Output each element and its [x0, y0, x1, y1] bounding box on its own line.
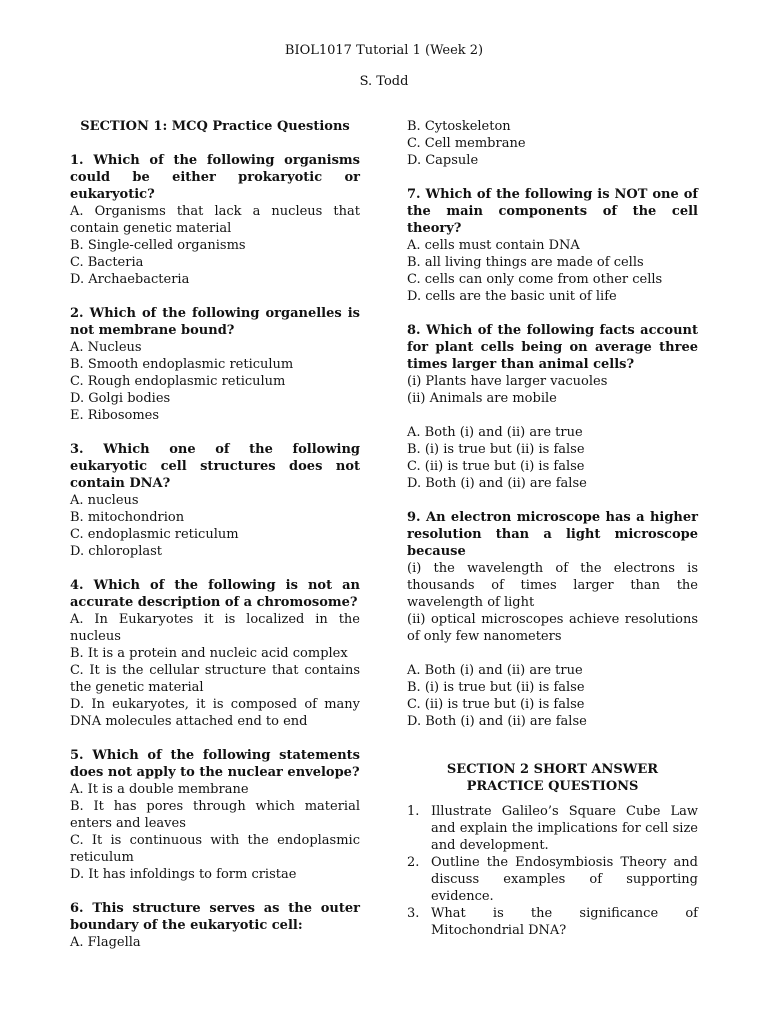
short-answer-item	[407, 905, 698, 939]
answer-option: B. It is a protein and nucleic acid complex	[70, 646, 348, 661]
item-text: What is the significance of Mitochondrial DNA?	[431, 906, 698, 938]
answer-option: C. endoplasmic reticulum	[70, 527, 239, 542]
question-2	[70, 305, 360, 424]
answer-option: D. cells are the basic unit of life	[407, 289, 617, 304]
question-8	[407, 322, 698, 492]
question-9	[407, 509, 698, 730]
question-stem: 6. This structure serves as the outer boundary of the eukaryotic cell:	[70, 901, 360, 933]
section-2	[407, 761, 698, 939]
answer-option: B. all living things are made of cells	[407, 255, 644, 270]
answer-option: D. Archaebacteria	[70, 272, 190, 287]
answer-option: A. Both (i) and (ii) are true	[407, 663, 583, 678]
question-stem: 3. Which one of the following eukaryotic cell structures does not contain DNA?	[70, 442, 360, 491]
answer-option: D. Golgi bodies	[70, 391, 171, 406]
answer-option: B. (i) is true but (ii) is false	[407, 442, 585, 457]
answer-option: B. (i) is true but (ii) is false	[407, 680, 585, 695]
right-column	[407, 118, 698, 939]
question-1	[70, 152, 360, 288]
answer-option: D. chloroplast	[70, 544, 163, 559]
short-answer-item	[407, 803, 698, 854]
answer-option: A. It is a double membrane	[70, 782, 249, 797]
item-number: 3.	[407, 906, 420, 921]
answer-option: A. Both (i) and (ii) are true	[407, 425, 583, 440]
answer-option: B. Single-celled organisms	[70, 238, 246, 253]
statement: (i) Plants have larger vacuoles	[407, 374, 608, 389]
answer-option: B. mitochondrion	[70, 510, 185, 525]
item-text: Outline the Endosymbiosis Theory and discuss examples of supporting evidence.	[431, 855, 698, 904]
answer-option: D. It has infoldings to form cristae	[70, 867, 297, 882]
answer-option: E. Ribosomes	[70, 408, 160, 423]
question-stem: 9. An electron microscope has a higher resolution than a light microscope because	[407, 510, 698, 559]
answer-option: C. (ii) is true but (i) is false	[407, 697, 585, 712]
section-2-title: SECTION 2 SHORT ANSWER PRACTICE QUESTIONS	[446, 762, 659, 794]
item-text: Illustrate Galileo’s Square Cube Law and explain the implications for cell size and development.	[431, 804, 698, 853]
short-answer-list	[407, 803, 698, 939]
question-3	[70, 441, 360, 560]
statement: (ii) optical microscopes achieve resolutions of only few nanometers	[407, 612, 698, 644]
answer-option: B. Smooth endoplasmic reticulum	[70, 357, 294, 372]
item-number: 2.	[407, 855, 420, 870]
question-4	[70, 577, 360, 730]
answer-option: C. cells can only come from other cells	[407, 272, 663, 287]
statement: (i) the wavelength of the electrons is thousands of times larger than the wavelength of light	[407, 561, 698, 610]
answer-option: D. Both (i) and (ii) are false	[407, 476, 587, 491]
question-stem: 8. Which of the following facts account for plant cells being on average three times larger than animal cells?	[407, 323, 698, 372]
document-author: S. Todd	[359, 74, 409, 89]
answer-option: B. Cytoskeleton	[407, 119, 511, 134]
answer-option: A. Flagella	[70, 935, 141, 950]
answer-option: A. cells must contain DNA	[407, 238, 580, 253]
answer-option: D. In eukaryotes, it is composed of many DNA molecules attached end to end	[70, 697, 360, 729]
question-stem: 1. Which of the following organisms could be either prokaryotic or eukaryotic?	[70, 153, 360, 202]
answer-option: D. Both (i) and (ii) are false	[407, 714, 587, 729]
answer-option: C. Bacteria	[70, 255, 144, 270]
answer-option: A. nucleus	[70, 493, 139, 508]
answer-option: A. Nucleus	[70, 340, 142, 355]
answer-option: C. It is the cellular structure that contains the genetic material	[70, 663, 360, 695]
answer-option: A. Organisms that lack a nucleus that contain genetic material	[70, 204, 360, 236]
answer-option: C. Cell membrane	[407, 136, 526, 151]
document-title: BIOL1017 Tutorial 1 (Week 2)	[284, 43, 484, 58]
answer-option: C. Rough endoplasmic reticulum	[70, 374, 286, 389]
answer-option: C. (ii) is true but (i) is false	[407, 459, 585, 474]
question-6	[70, 900, 360, 951]
question-stem: 5. Which of the following statements does not apply to the nuclear envelope?	[70, 748, 360, 780]
answer-option: D. Capsule	[407, 153, 479, 168]
answer-option: B. It has pores through which material enters and leaves	[70, 799, 360, 831]
question-stem: 2. Which of the following organelles is not membrane bound?	[70, 306, 360, 338]
question-stem: 4. Which of the following is not an accurate description of a chromosome?	[70, 578, 360, 610]
question-7	[407, 186, 698, 305]
statement: (ii) Animals are mobile	[407, 391, 557, 406]
question-5	[70, 747, 360, 883]
answer-option: A. In Eukaryotes it is localized in the nucleus	[70, 612, 360, 644]
left-column	[70, 118, 360, 951]
section-1-title: SECTION 1: MCQ Practice Questions	[80, 119, 350, 134]
question-stem: 7. Which of the following is NOT one of the main components of the cell theory?	[407, 187, 698, 236]
short-answer-item	[407, 854, 698, 905]
answer-option: C. It is continuous with the endoplasmic reticulum	[70, 833, 360, 865]
item-number: 1.	[407, 804, 420, 819]
